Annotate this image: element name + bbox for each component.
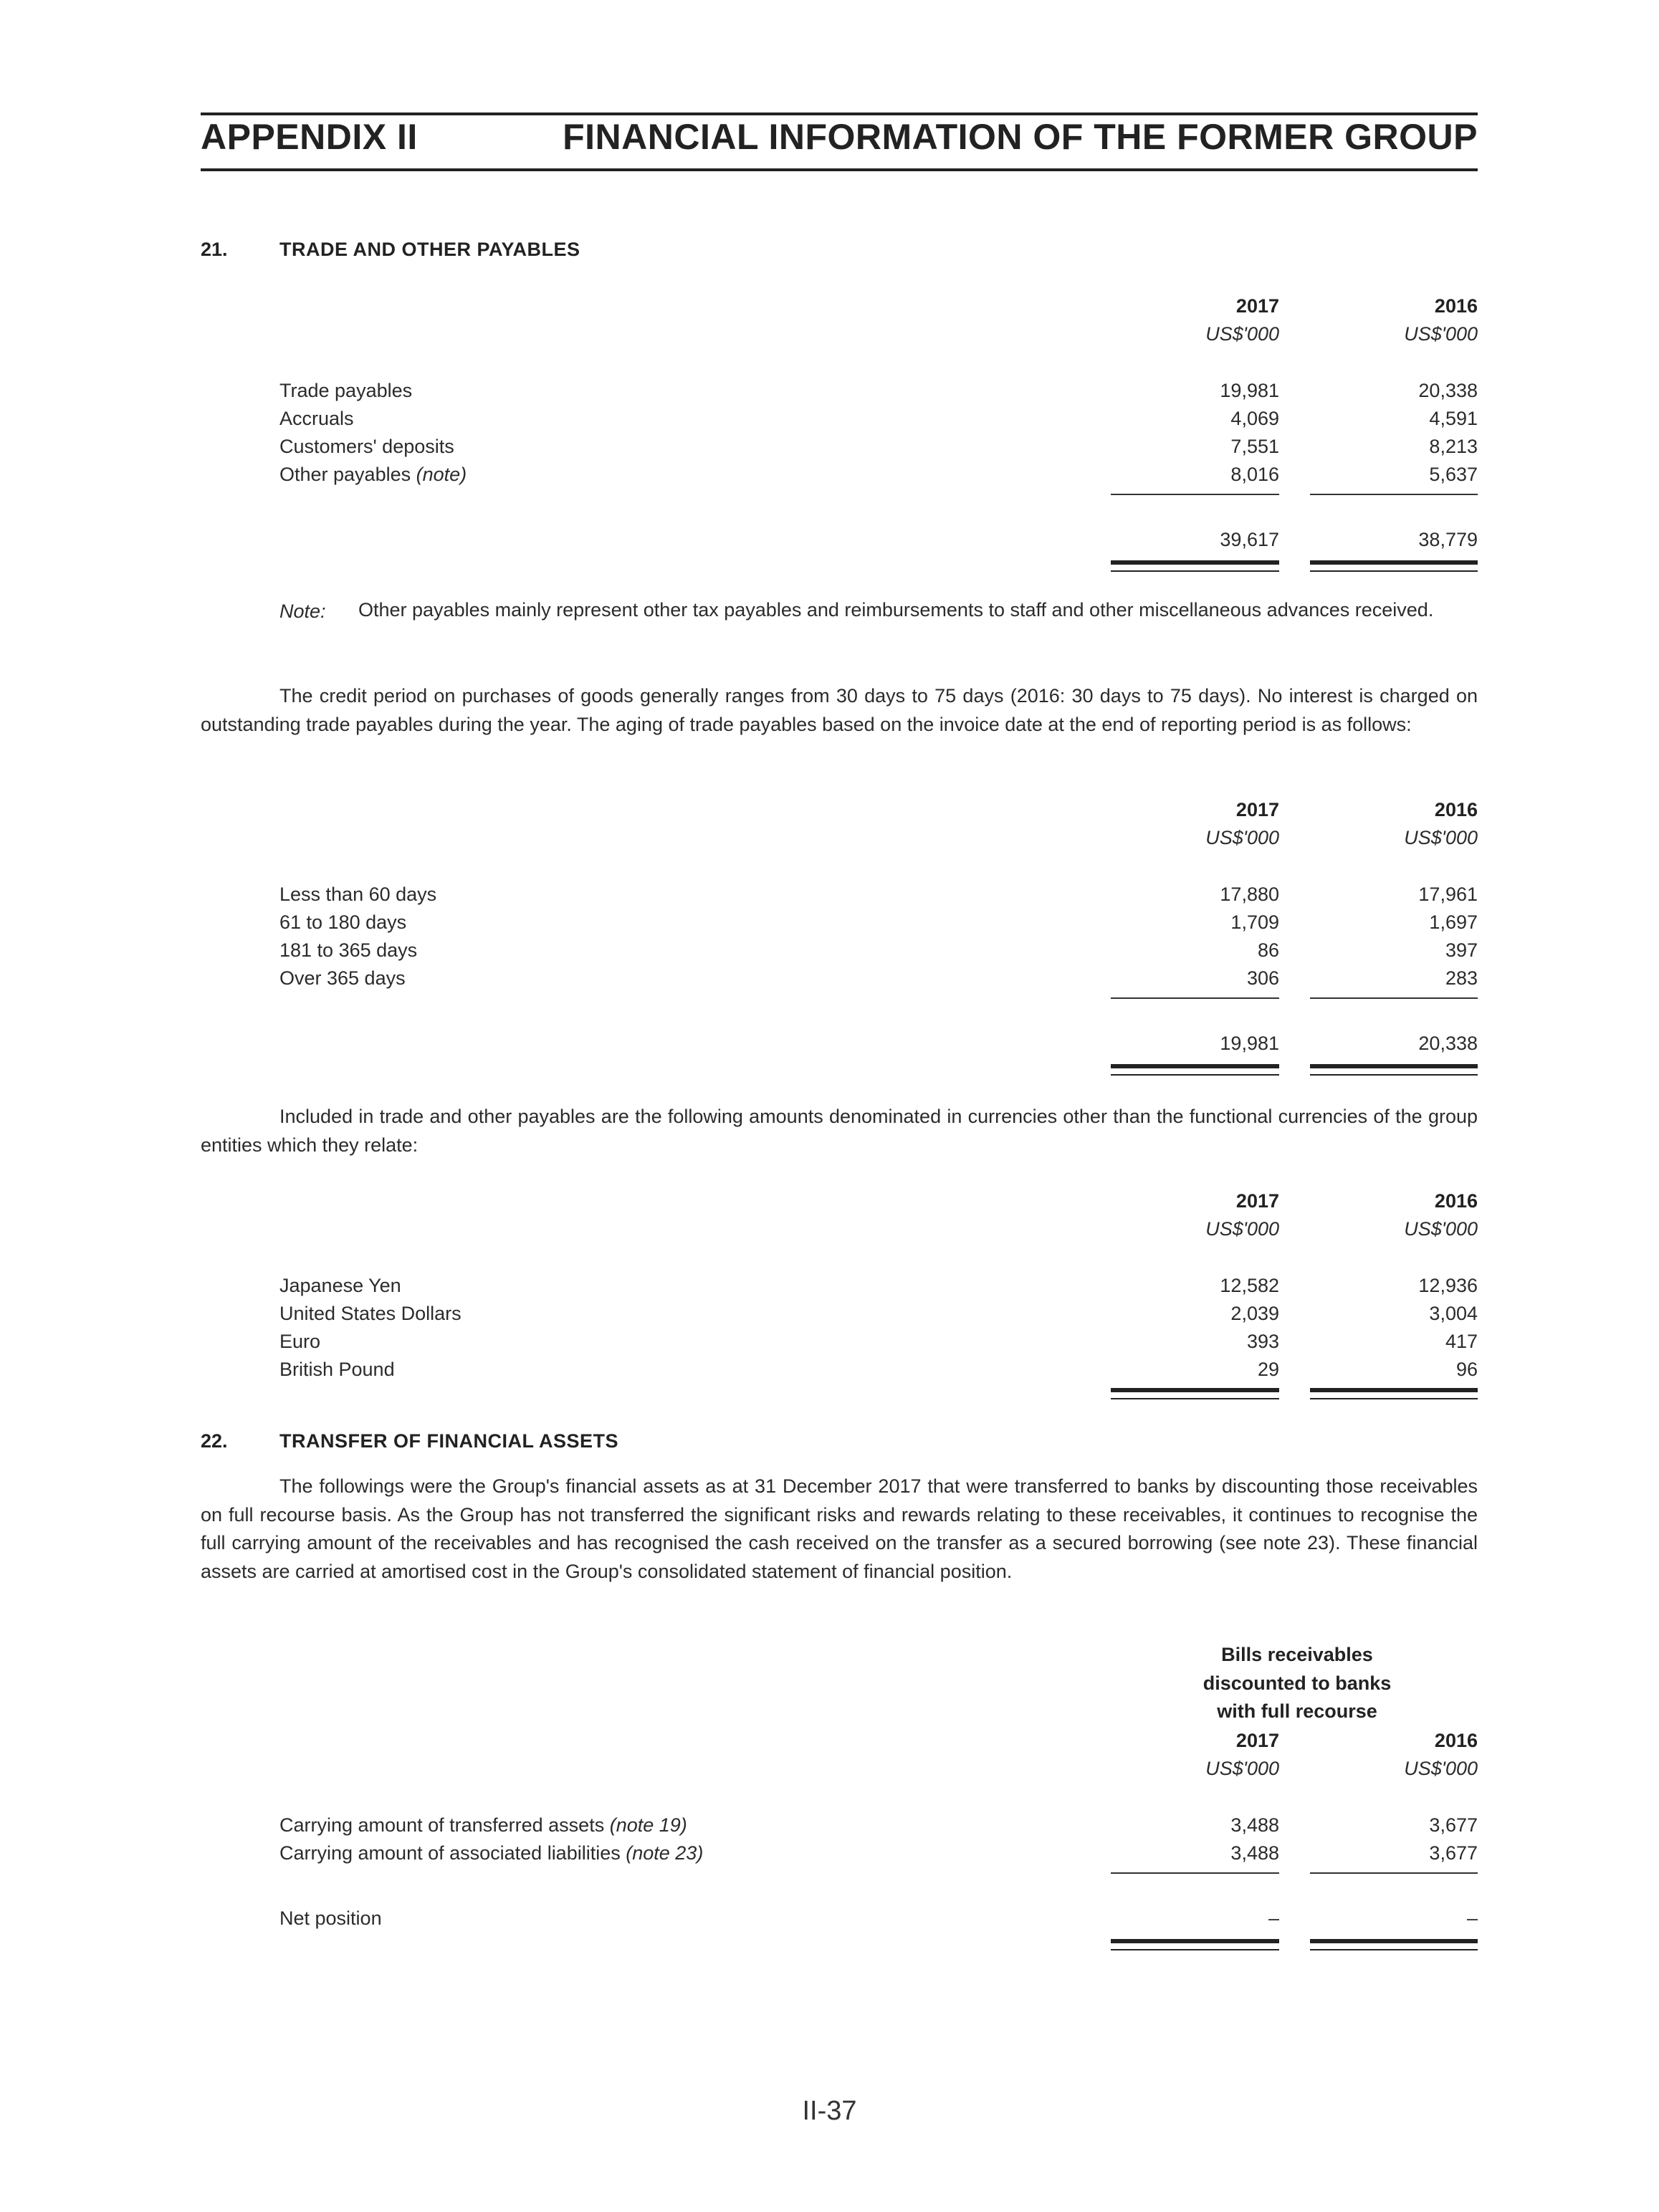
- net-position-label: Net position: [279, 1907, 382, 1929]
- total-double-rule: [1310, 1939, 1478, 1950]
- row-label: United States Dollars: [279, 1303, 462, 1324]
- column-year: 2017: [1235, 1190, 1279, 1212]
- cell-value: 4,591: [1429, 408, 1478, 429]
- cell-value: 19,981: [1220, 380, 1279, 401]
- column-year: 2016: [1434, 799, 1478, 820]
- subtotal-rule: [1310, 1872, 1478, 1874]
- row-label: 181 to 365 days: [279, 939, 418, 961]
- cell-value: 7,551: [1230, 436, 1279, 457]
- cell-value: 397: [1445, 939, 1478, 961]
- cell-value: 417: [1445, 1331, 1478, 1352]
- heading-line: with full recourse: [1217, 1700, 1377, 1722]
- row-label-note: (note 19): [609, 1814, 687, 1836]
- row-label: [279, 1814, 687, 1837]
- paragraph-text: The followings were the Group's financial assets as at 31 December 2017 that were transferred to banks by discounting those receivables on full recourse basis. As the Group has not transferred the significant risks and rewards relating to these receivables, it continues to recognise the full carrying amount of the receivables and has recognised the cash received on the transfer as a secured borrowing (see note 23). These financial assets are carried at amortised cost in the Group's consolidated statement of financial position.: [201, 1475, 1478, 1582]
- column-unit: US$'000: [1404, 1218, 1478, 1240]
- total-value: 20,338: [1418, 1033, 1478, 1054]
- row-label: Less than 60 days: [279, 884, 437, 905]
- section-number: 22.: [201, 1430, 228, 1452]
- section-number: 21.: [201, 239, 228, 260]
- cell-value: 283: [1445, 967, 1478, 989]
- subtotal-rule: [1111, 494, 1279, 495]
- transfer-paragraph: [201, 1473, 1478, 1586]
- row-label: Over 365 days: [279, 967, 406, 989]
- row-label-note: (note): [416, 464, 467, 485]
- column-unit: US$'000: [1205, 1218, 1279, 1240]
- row-label: 61 to 180 days: [279, 911, 407, 933]
- total-value: 19,981: [1220, 1033, 1279, 1054]
- column-unit: US$'000: [1404, 1758, 1478, 1779]
- subtotal-rule: [1310, 494, 1478, 495]
- column-unit: US$'000: [1205, 1758, 1279, 1779]
- row-label: Japanese Yen: [279, 1275, 401, 1296]
- total-double-rule: [1111, 1064, 1279, 1076]
- section-title: TRANSFER OF FINANCIAL ASSETS: [279, 1430, 619, 1452]
- column-year: 2017: [1235, 799, 1279, 820]
- cell-value: 29: [1257, 1359, 1279, 1380]
- cell-value: 3,677: [1429, 1814, 1478, 1836]
- column-year: 2016: [1434, 1730, 1478, 1751]
- note-label: Note:: [279, 600, 326, 622]
- total-double-rule: [1111, 1939, 1279, 1950]
- note-text: Other payables mainly represent other tax payables and reimbursements to staff and other miscellaneous advances received.: [358, 599, 1434, 621]
- heading-line: discounted to banks: [1203, 1672, 1392, 1694]
- cell-value: 3,488: [1230, 1842, 1279, 1864]
- cell-value: 8,213: [1429, 436, 1478, 457]
- cell-value: 2,039: [1230, 1303, 1279, 1324]
- row-label: Trade payables: [279, 380, 413, 401]
- header-rule-bottom: [201, 168, 1478, 171]
- cell-value: 1,697: [1429, 911, 1478, 933]
- total-double-rule: [1310, 560, 1478, 572]
- cell-value: 20,338: [1418, 380, 1478, 401]
- cell-value: 1,709: [1230, 911, 1279, 933]
- cell-value: 86: [1257, 939, 1279, 961]
- cell-value: 393: [1246, 1331, 1279, 1352]
- column-year: 2017: [1235, 1730, 1279, 1751]
- total-value: –: [1466, 1907, 1478, 1929]
- row-label-text: Carrying amount of associated liabilities: [279, 1842, 621, 1864]
- column-unit: US$'000: [1205, 827, 1279, 848]
- column-unit: US$'000: [1404, 323, 1478, 345]
- row-label-text: Other payables: [279, 464, 411, 485]
- section-title: TRADE AND OTHER PAYABLES: [279, 239, 580, 260]
- cell-value: 17,880: [1220, 884, 1279, 905]
- appendix-subtitle: FINANCIAL INFORMATION OF THE FORMER GROUP: [563, 117, 1478, 157]
- header-rule-top: [201, 112, 1478, 115]
- row-label: British Pound: [279, 1359, 395, 1380]
- row-label: [279, 1842, 703, 1864]
- subtotal-rule: [1111, 997, 1279, 999]
- row-label-note: (note 23): [626, 1842, 704, 1864]
- total-double-rule: [1111, 1388, 1279, 1399]
- cell-value: 12,936: [1418, 1275, 1478, 1296]
- cell-value: 12,582: [1220, 1275, 1279, 1296]
- column-group-heading: [1147, 1641, 1448, 1726]
- cell-value: 8,016: [1230, 464, 1279, 485]
- heading-line: Bills receivables: [1221, 1644, 1373, 1665]
- total-double-rule: [1310, 1064, 1478, 1076]
- cell-value: 3,004: [1429, 1303, 1478, 1324]
- row-label: Euro: [279, 1331, 321, 1352]
- subtotal-rule: [1310, 997, 1478, 999]
- currency-paragraph: [201, 1103, 1478, 1159]
- total-value: –: [1268, 1907, 1279, 1929]
- column-year: 2016: [1434, 295, 1478, 317]
- credit-period-paragraph: [201, 682, 1478, 739]
- column-unit: US$'000: [1205, 323, 1279, 345]
- paragraph-text: Included in trade and other payables are the following amounts denominated in currencies other than the functional currencies of the group entities which they relate:: [201, 1106, 1478, 1156]
- column-year: 2017: [1235, 295, 1279, 317]
- cell-value: 96: [1455, 1359, 1478, 1380]
- page-number: II-37: [802, 2096, 857, 2126]
- cell-value: 17,961: [1418, 884, 1478, 905]
- subtotal-rule: [1111, 1872, 1279, 1874]
- cell-value: 5,637: [1429, 464, 1478, 485]
- cell-value: 3,488: [1230, 1814, 1279, 1836]
- appendix-title: APPENDIX II: [201, 117, 418, 157]
- row-label: Customers' deposits: [279, 436, 454, 457]
- paragraph-text: The credit period on purchases of goods generally ranges from 30 days to 75 days (2016: 30 days to 75 days). No interest is charged on outstanding trade payables during the year. The aging of trade payables based on the invoice date at the end of reporting period is as follows:: [201, 685, 1478, 735]
- column-year: 2016: [1434, 1190, 1478, 1212]
- cell-value: 4,069: [1230, 408, 1279, 429]
- total-double-rule: [1111, 560, 1279, 572]
- row-label: [279, 464, 467, 486]
- total-value: 38,779: [1418, 529, 1478, 550]
- row-label-text: Carrying amount of transferred assets: [279, 1814, 605, 1836]
- cell-value: 306: [1246, 967, 1279, 989]
- total-double-rule: [1310, 1388, 1478, 1399]
- cell-value: 3,677: [1429, 1842, 1478, 1864]
- total-value: 39,617: [1220, 529, 1279, 550]
- column-unit: US$'000: [1404, 827, 1478, 848]
- row-label: Accruals: [279, 408, 354, 429]
